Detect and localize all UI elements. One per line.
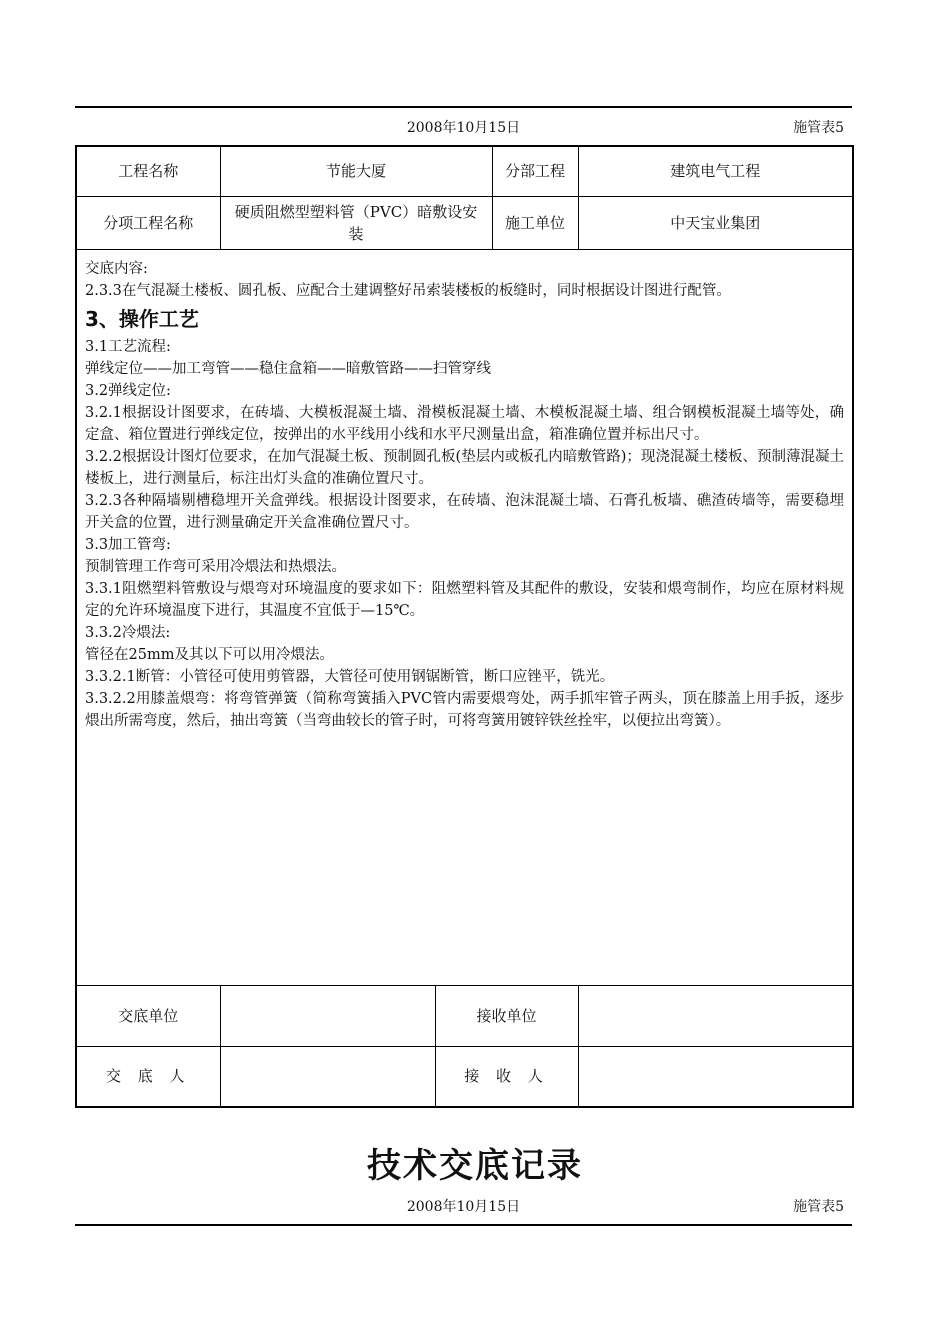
content-paragraph: 3.2.3各种隔墙剔槽稳埋开关盒弹线。根据设计图要求，在砖墙、泡沫混凝土墙、石膏孔板墙、礁渣砖墙等，需要稳埋开关盒的位置，进行测量确定开关盒准确位置尺寸。 xyxy=(85,492,845,531)
content-paragraph: 预制管理工作弯可采用冷煨法和热煨法。 xyxy=(85,558,346,575)
content-label: 交底内容: xyxy=(85,260,148,277)
content-paragraph: 3.3.2.1断管：小管径可使用剪管器，大管径可使用钢锯断管，断口应锉平，铣光。 xyxy=(85,668,615,685)
header-date: 2008年10月15日 xyxy=(406,1199,521,1215)
receiver-value xyxy=(578,1046,853,1107)
content-paragraph: 3.2弹线定位: xyxy=(85,382,171,399)
content-paragraph: 3.3.2冷煨法: xyxy=(85,624,171,641)
handover-unit-label: 交底单位 xyxy=(76,985,220,1046)
form-number: 施管表5 xyxy=(793,1199,844,1215)
header-bottom xyxy=(75,1196,852,1218)
content-paragraph: 3.3.2.2用膝盖煨弯：将弯管弹簧（简称弯簧插入PVC管内需要煨弯处，两手抓牢管子两头，顶在膝盖上用手扳，逐步煨出所需弯度，然后，抽出弯簧（当弯曲较长的管子时，可将弯簧用镀锌铁丝拴牢，以便拉出弯簧）。 xyxy=(85,690,845,729)
project-name-label: 工程名称 xyxy=(76,146,220,196)
disclosure-table xyxy=(75,145,854,1108)
receiver-label: 接 收 人 xyxy=(435,1046,578,1107)
receiving-unit-label: 接收单位 xyxy=(435,985,578,1046)
handover-unit-value xyxy=(220,985,435,1046)
header-top xyxy=(75,117,852,139)
subitem-label: 分项工程名称 xyxy=(76,196,220,249)
content-paragraph: 弹线定位——加工弯管——稳住盒箱——暗敷管路——扫管穿线 xyxy=(85,360,491,377)
handover-person-value xyxy=(220,1046,435,1107)
content-paragraph: 3.1工艺流程: xyxy=(85,338,171,355)
contractor-value: 中天宝业集团 xyxy=(578,196,853,249)
page-title: 技术交底记录 xyxy=(367,1146,583,1186)
section-title: 3、操作工艺 xyxy=(85,306,199,331)
content-paragraph: 3.2.1根据设计图要求，在砖墙、大模板混凝土墙、滑模板混凝土墙、木模板混凝土墙、组合钢模板混凝土墙等处，确定盒、箱位置进行弹线定位，按弹出的水平线用小线和水平尺测量出盒，箱准确位置并标出尺寸。 xyxy=(85,404,845,443)
project-name-value: 节能大厦 xyxy=(220,146,492,196)
division-value: 建筑电气工程 xyxy=(578,146,853,196)
subitem-value: 硬质阻燃型塑料管（PVC）暗敷设安装 xyxy=(220,196,492,249)
content-paragraph: 3.2.2根据设计图灯位要求，在加气混凝土板、预制圆孔板(垫层内或板孔内暗敷管路)；现浇混凝土楼板、预制薄混凝土楼板上，进行测量后，标注出灯头盒的准确位置尺寸。 xyxy=(85,448,845,487)
disclosure-content xyxy=(76,249,853,985)
contractor-label: 施工单位 xyxy=(492,196,578,249)
content-paragraph: 管径在25mm及其以下可以用冷煨法。 xyxy=(85,646,334,663)
content-paragraph: 3.3加工管弯: xyxy=(85,536,171,553)
form-number: 施管表5 xyxy=(793,120,844,136)
content-intro: 2.3.3在气混凝土楼板、圆孔板、应配合土建调整好吊索装楼板的板缝时，同时根据设计图进行配管。 xyxy=(85,282,731,299)
handover-person-label: 交 底 人 xyxy=(76,1046,220,1107)
receiving-unit-value xyxy=(578,985,853,1046)
division-label: 分部工程 xyxy=(492,146,578,196)
bottom-rule xyxy=(75,1224,852,1226)
header-date: 2008年10月15日 xyxy=(406,120,521,136)
content-paragraph: 3.3.1阻燃塑料管敷设与煨弯对环境温度的要求如下：阻燃塑料管及其配件的敷设，安装和煨弯制作，均应在原材料规定的允许环境温度下进行，其温度不宜低于—15℃。 xyxy=(85,580,845,619)
top-rule xyxy=(75,106,852,108)
